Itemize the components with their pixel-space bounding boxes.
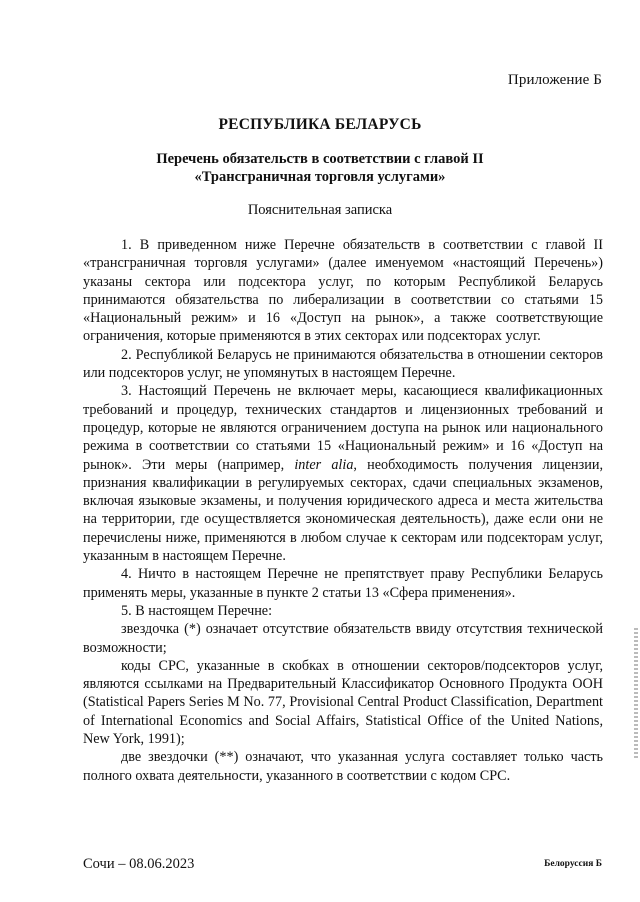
latin-phrase: inter alia [294,456,354,473]
document-subtitle: Пояснительная записка [247,202,393,218]
country-heading: РЕСПУБЛИКА БЕЛАРУСЬ [218,116,422,133]
title-line-2: «Трансграничная торговля услугами» [194,169,446,185]
paragraph-5: 5. В настоящем Перечне: [121,602,273,619]
paragraph-5-item-cpc: коды CPC, указанные в скобках в отношении секторов/подсекторов услуг, являются ссылками на Предварительный Классификатор Основного Продукта ООН (Statistical Papers Series M No. 77, Provisional Central Product Classification, Department of International Economics and Social Affairs, Statistical Office of the United Nations, New York, 1991); [83,657,603,748]
scan-edge-mark [634,628,638,758]
paragraph-5-item-asterisk: звездочка (*) означает отсутствие обязательств ввиду отсутствия технической возможности; [83,621,603,656]
paragraph-5-item-double-asterisk: две звездочки (**) означают, что указанная услуга составляет только часть полного охвата деятельности, указанного в соответствии с кодом CPC. [83,749,603,784]
title-line-1: Перечень обязательств в соответствии с главой II [156,151,484,167]
annex-label: Приложение Б [507,72,602,88]
paragraph-2: 2. Республикой Беларусь не принимаются обязательства в отношении секторов или подсекторов услуг, не упомянутых в настоящем Перечне. [83,346,603,382]
paragraph-3: 3. Настоящий Перечень не включает меры, касающиеся квалификационных требований и процедур, технических стандартов и лицензионных требований и процедур, которые не являются ограничением доступа на рынок или национального режима в соответствии со статьями 15 «Национальный режим» и 16 «Доступ на рынок». Эти меры (например, inter alia, необходимость получения лицензии, признания квалификации в регулируемых секторах, сдачи специальных экзаменов, включая языковые экзамены, и получения юридического адреса и места жительства на территории, где осуществляется экономическая деятельность), даже если они не перечислены ниже, применяются в любом случае к секторам или подсекторам услуг, указанным в настоящем Перечне. [83,383,603,565]
paragraph-4: 4. Ничто в настоящем Перечне не препятствует праву Республики Беларусь применять меры, указанные в пункте 2 статьи 13 «Сфера применения». [83,566,603,601]
footer-label: Белоруссия Б [544,859,602,869]
document-title [0,150,640,186]
footer-date: Сочи – 08.06.2023 [83,856,195,872]
paragraph-1: 1. В приведенном ниже Перечне обязательств в соответствии с главой II «трансграничная торговля услугами» (далее именуемом «настоящий Перечень») указаны сектора или подсектора услуг, по которым Республикой Беларусь принимаются обязательства по либерализации в соответствии со статьями 15 «Национальный режим» и 16 «Доступ на рынок», а также соответствующие ограничения, которые применяются в этих секторах или подсекторах услуг. [83,237,603,345]
document-body [83,236,603,785]
